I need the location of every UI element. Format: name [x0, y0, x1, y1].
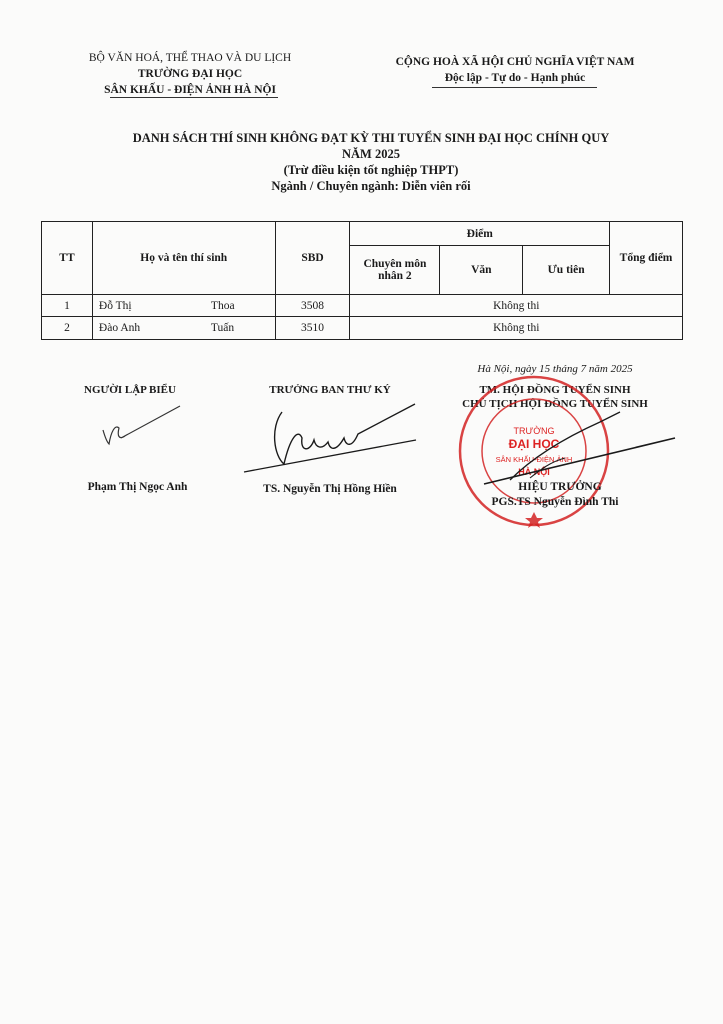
issuer-underline: [110, 97, 278, 98]
row-given-name: Tuấn: [210, 322, 235, 334]
date-line: Hà Nội, ngày 15 tháng 7 năm 2025: [477, 363, 633, 375]
secretary-name: TS. Nguyễn Thị Hồng Hiền: [263, 483, 397, 495]
document-title: [60, 130, 682, 194]
row-sbd: 3508: [275, 295, 350, 317]
preparer-name: Phạm Thị Ngọc Anh: [87, 481, 188, 493]
row-result: Không thi: [350, 317, 683, 340]
header-chuyen-mon: Chuyên môn nhân 2: [350, 246, 440, 295]
ministry-name: BỘ VĂN HOÁ, THỂ THAO VÀ DU LỊCH: [88, 52, 292, 64]
candidate-table: [41, 221, 683, 340]
secretary-signature: [240, 398, 420, 478]
row-family-name: Đỗ Thị: [98, 299, 132, 312]
seal-text-3: SÂN KHẤU-ĐIỆN ẢNH: [495, 455, 573, 464]
seal-text-4: HÀ NỘI: [518, 467, 550, 477]
table-row: [42, 317, 683, 340]
row-given-name: Thoa: [210, 299, 235, 312]
preparer-signature: [95, 402, 190, 452]
header-tt: TT: [42, 222, 93, 295]
motto-underline: [432, 87, 597, 88]
preparer-title: NGƯỜI LẬP BIỂU: [84, 384, 176, 396]
table-row: [42, 295, 683, 317]
title-line2: NĂM 2025: [342, 147, 400, 161]
row-name: [92, 295, 275, 317]
country-name: CỘNG HOÀ XÃ HỘI CHỦ NGHĨA VIỆT NAM: [395, 56, 635, 68]
council-title-2: CHỦ TỊCH HỘI ĐỒNG TUYỂN SINH: [462, 398, 648, 410]
seal-text-2: ĐẠI HỌC: [508, 437, 560, 451]
header-uu-tien: Ưu tiên: [523, 246, 610, 295]
secretary-title: TRƯỞNG BAN THƯ KÝ: [269, 384, 391, 396]
issuer-block: [60, 50, 320, 98]
school-name-line2: SÂN KHẤU - ĐIỆN ẢNH HÀ NỘI: [104, 84, 276, 96]
seal-text-1: TRƯỜNG: [513, 426, 555, 436]
school-name-line1: TRƯỜNG ĐẠI HỌC: [137, 68, 243, 80]
council-name: PGS.TS Nguyễn Đình Thi: [491, 496, 619, 508]
chairman-signature: [470, 400, 680, 490]
header-diem: Điểm: [350, 222, 610, 246]
header-tong-diem: Tổng điểm: [610, 222, 683, 295]
row-result: Không thi: [350, 295, 683, 317]
title-line3: (Trừ điều kiện tốt nghiệp THPT): [283, 163, 459, 177]
national-header: [380, 54, 650, 86]
row-sbd: 3510: [275, 317, 350, 340]
national-motto: Độc lập - Tự do - Hạnh phúc: [444, 72, 586, 84]
council-title-1: TM. HỘI ĐỒNG TUYỂN SINH: [479, 384, 631, 396]
header-van: Văn: [440, 246, 523, 295]
row-tt: 1: [42, 295, 93, 317]
row-name: [92, 317, 275, 340]
row-family-name: Đào Anh: [98, 322, 141, 334]
row-tt: 2: [42, 317, 93, 340]
header-name: Họ và tên thí sinh: [92, 222, 275, 295]
council-role: HIỆU TRƯỞNG: [518, 481, 602, 493]
title-line4: Ngành / Chuyên ngành: Diễn viên rối: [271, 179, 471, 193]
title-line1: DANH SÁCH THÍ SINH KHÔNG ĐẠT KỲ THI TUYỂN SINH ĐẠI HỌC CHÍNH QUY: [132, 131, 610, 145]
header-sbd: SBD: [275, 222, 350, 295]
